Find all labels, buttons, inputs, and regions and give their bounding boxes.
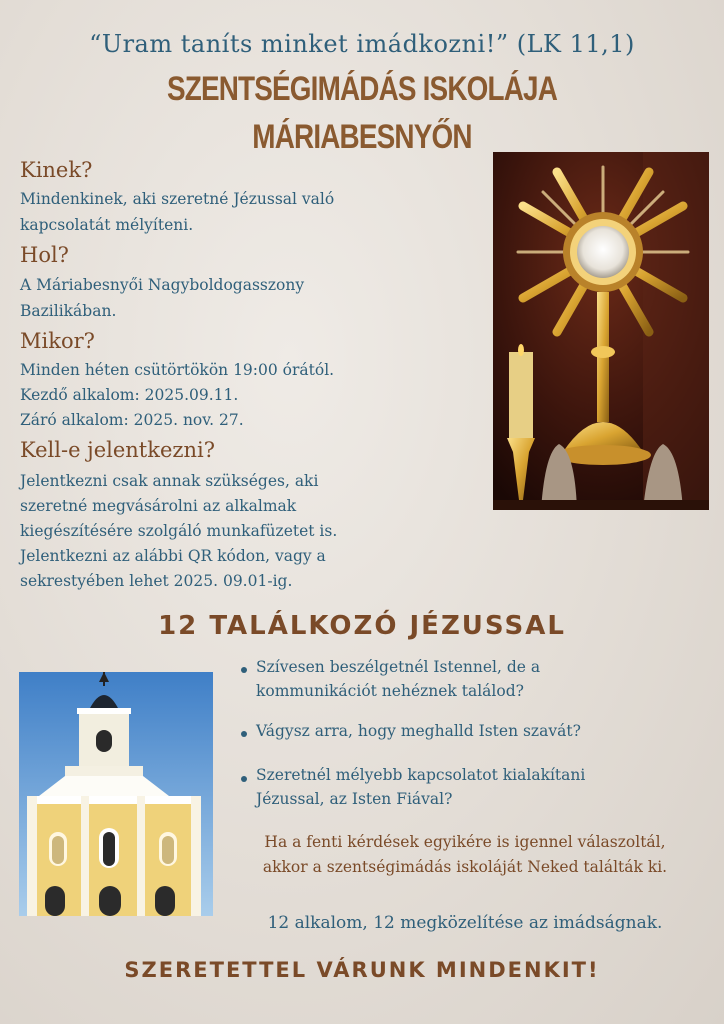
footer-invitation: SZERETETTEL VÁRUNK MINDENKIT! bbox=[124, 958, 600, 982]
where-text-line: A Máriabesnyői Nagyboldogasszony bbox=[20, 276, 305, 294]
heading-where: Hol? bbox=[20, 243, 69, 267]
where-text-line: Bazilikában. bbox=[20, 302, 117, 320]
title-line-2: MÁRIABESNYŐN bbox=[252, 118, 472, 156]
heading-who: Kinek? bbox=[20, 158, 93, 182]
bullet-dot bbox=[241, 667, 247, 673]
when-text-line: Záró alkalom: 2025. nov. 27. bbox=[20, 411, 244, 429]
bullet-line: Szeretnél mélyebb kapcsolatot kialakítani bbox=[256, 766, 586, 784]
bullet-line: kommunikációt nehéznek találod? bbox=[256, 682, 524, 700]
register-text-line: Jelentkezni csak annak szükséges, aki bbox=[20, 472, 319, 490]
heading-register: Kell-e jelentkezni? bbox=[20, 438, 215, 462]
bullet-dot bbox=[241, 776, 247, 782]
bullet-line: Szívesen beszélgetnél Istennel, de a bbox=[256, 658, 541, 676]
bullet-dot bbox=[241, 731, 247, 737]
bible-quote: “Uram taníts minket imádkozni!” (LK 11,1) bbox=[89, 30, 635, 58]
title-line-1: SZENTSÉGIMÁDÁS ISKOLÁJA bbox=[166, 70, 558, 108]
closing-line-3: 12 alkalom, 12 megközelítése az imádságnak. bbox=[267, 913, 663, 933]
section-title: 12 TALÁLKOZÓ JÉZUSSAL bbox=[158, 611, 566, 641]
bullet-line: Vágysz arra, hogy meghalld Isten szavát? bbox=[256, 722, 581, 740]
register-text-line: sekrestyében lehet 2025. 09.01-ig. bbox=[20, 572, 293, 590]
heading-when: Mikor? bbox=[20, 329, 95, 353]
monstrance-photo bbox=[493, 152, 709, 510]
who-text-line: kapcsolatát mélyíteni. bbox=[20, 216, 194, 234]
register-text-line: szeretné megvásárolni az alkalmak bbox=[20, 497, 297, 515]
closing-line-2: akkor a szentségimádás iskoláját Neked találták ki. bbox=[262, 858, 668, 876]
church-photo bbox=[19, 672, 213, 916]
when-text-line: Minden héten csütörtökön 19:00 órától. bbox=[20, 361, 335, 379]
register-text-line: kiegészítésére szolgáló munkafüzetet is. bbox=[20, 522, 338, 540]
who-text-line: Mindenkinek, aki szeretné Jézussal való bbox=[20, 190, 335, 208]
register-text-line: Jelentkezni az alábbi QR kódon, vagy a bbox=[20, 547, 326, 565]
closing-line-1: Ha a fenti kérdések egyikére is igennel válaszoltál, bbox=[264, 833, 666, 851]
bullet-line: Jézussal, az Isten Fiával? bbox=[256, 790, 453, 808]
when-text-line: Kezdő alkalom: 2025.09.11. bbox=[20, 386, 239, 404]
